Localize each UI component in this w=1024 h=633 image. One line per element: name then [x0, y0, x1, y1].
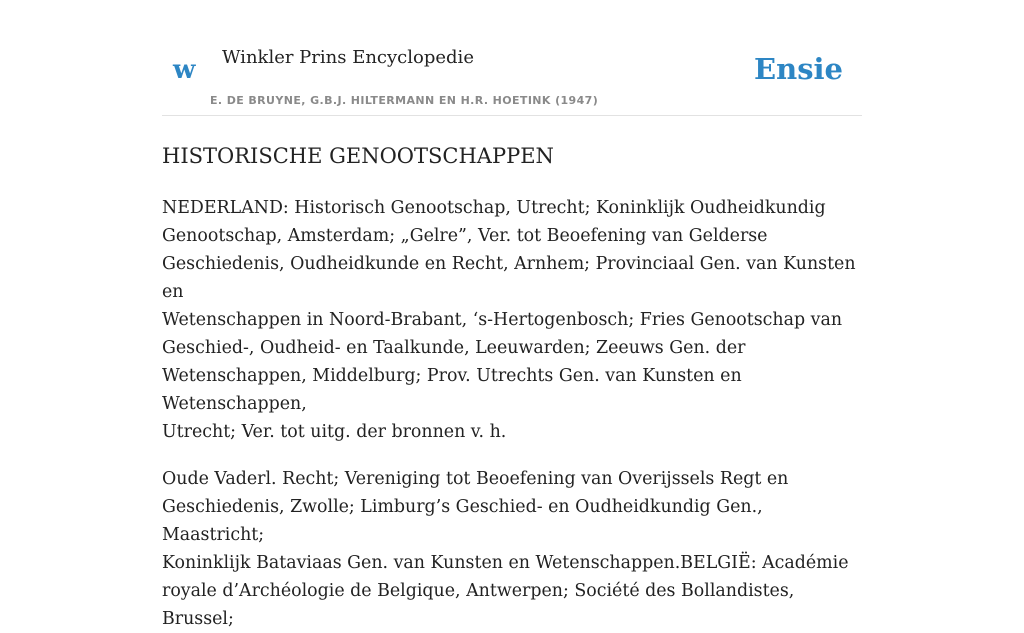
article-paragraph: NEDERLAND: Historisch Genootschap, Utrecht; Koninklijk Oudheidkundig Genootschap, Amsterdam; „Gelre”, Ver. tot Beoefening van Gelderse Geschiedenis, Oudheidkunde en Recht, Arnhem; Provinciaal Gen. van Kunsten en Wetenschappen in Noord-Brabant, ‘s-Hertogenbosch; Fries Genootschap van Geschied-, Oudheid- en Taalkunde, Leeuwarden; Zeeuws Gen. der Wetenschappen, Middelburg; Prov. Utrechts Gen. van Kunsten en Wetenschappen, Utrecht; Ver. tot uitg. der bronnen v. h.	[162, 198, 856, 442]
ensie-brand-link[interactable]: Ensie	[754, 52, 843, 86]
authors-line: E. DE BRUYNE, G.B.J. HILTERMANN EN H.R. HOETINK (1947)	[210, 94, 599, 107]
site-title[interactable]: Winkler Prins Encyclopedie	[222, 47, 474, 68]
article-title: HISTORISCHE GENOOTSCHAPPEN	[162, 144, 554, 168]
winkler-prins-logo-icon[interactable]: w	[173, 55, 196, 85]
content-container	[162, 0, 862, 633]
article-paragraph: Oude Vaderl. Recht; Vereniging tot Beoefening van Overijssels Regt en Geschiedenis, Zwolle; Limburg’s Geschied- en Oudheidkundig Gen., Maastricht; Koninklijk Bataviaas Gen. van Kunsten en Wetenschappen.BELGIË: Académie royale d’Archéologie de Belgique, Antwerpen; Société des Bollandistes, Brussel;	[162, 469, 849, 629]
site-header	[162, 0, 862, 116]
